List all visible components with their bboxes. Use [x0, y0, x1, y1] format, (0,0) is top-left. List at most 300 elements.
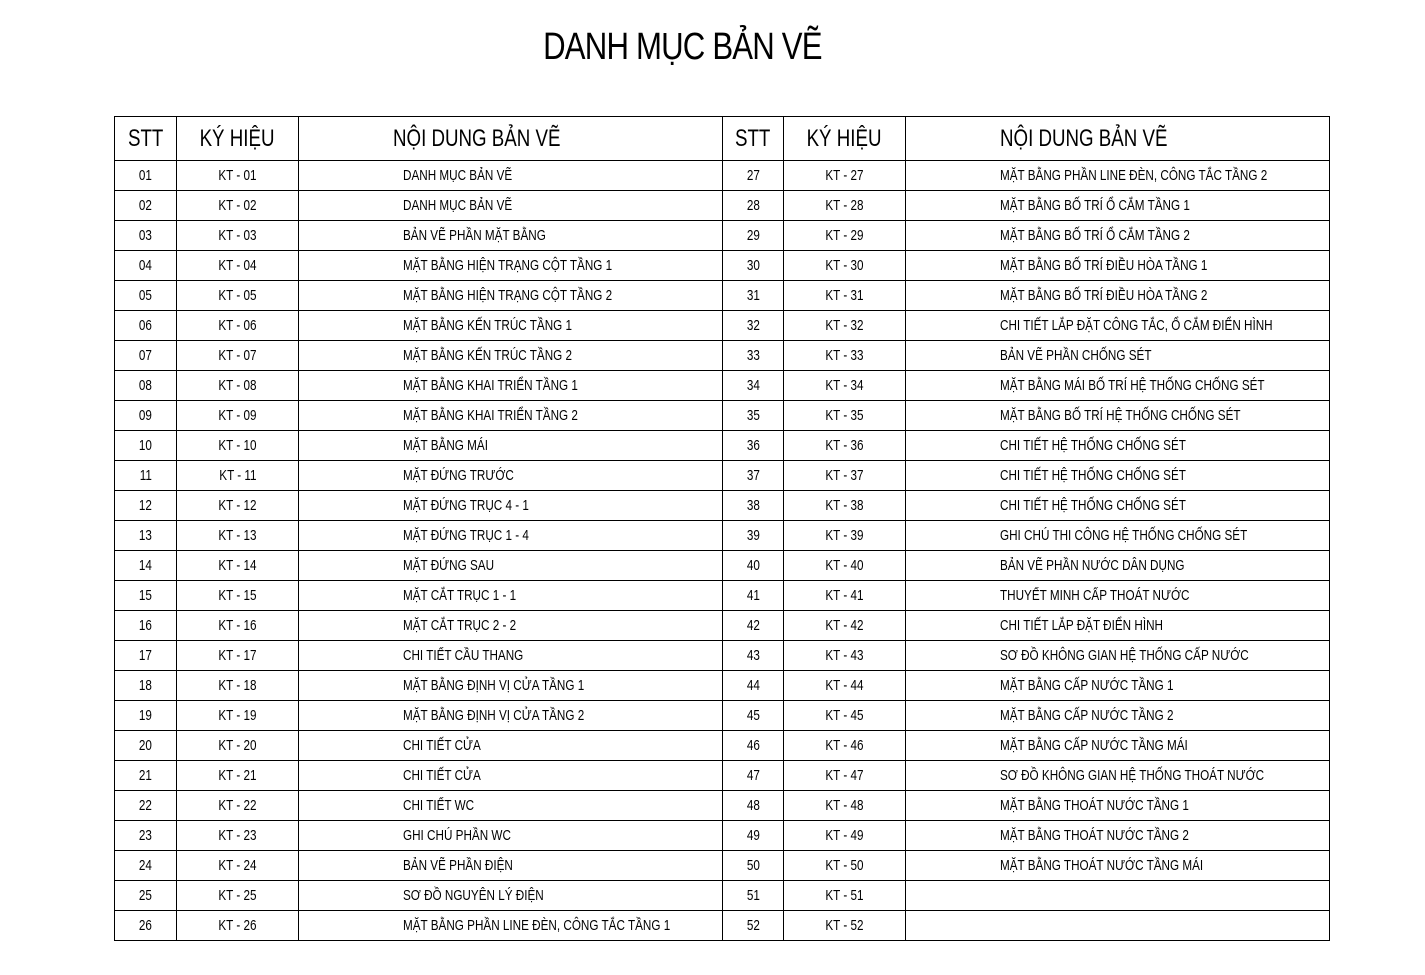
description-cell — [299, 731, 723, 761]
table-row — [115, 761, 1330, 791]
code-cell-text: KT - 28 — [825, 197, 864, 214]
description-cell — [299, 491, 723, 521]
stt-cell — [723, 731, 784, 761]
code-cell-text: KT - 14 — [218, 557, 257, 574]
code-cell — [784, 641, 906, 671]
table-row — [115, 731, 1330, 761]
code-cell — [177, 581, 299, 611]
code-cell — [784, 311, 906, 341]
code-cell-text: KT - 19 — [218, 707, 257, 724]
description-cell — [906, 611, 1330, 641]
description-cell — [906, 671, 1330, 701]
code-cell-text: KT - 50 — [825, 857, 864, 874]
stt-cell-text: 51 — [746, 887, 760, 904]
description-cell — [299, 821, 723, 851]
code-cell-text: KT - 38 — [825, 497, 864, 514]
description-cell — [299, 521, 723, 551]
stt-cell-text: 22 — [138, 797, 153, 814]
stt-cell-text: 46 — [746, 737, 760, 754]
description-cell — [906, 911, 1330, 941]
description-cell — [906, 431, 1330, 461]
code-cell-text: KT - 47 — [825, 767, 864, 784]
code-cell-text: KT - 42 — [825, 617, 864, 634]
stt-cell-text: 43 — [746, 647, 760, 664]
stt-cell — [115, 701, 177, 731]
stt-cell — [115, 761, 177, 791]
stt-cell — [723, 251, 784, 281]
code-cell — [784, 221, 906, 251]
stt-cell — [115, 281, 177, 311]
description-cell — [906, 731, 1330, 761]
stt-cell — [115, 521, 177, 551]
description-cell — [906, 221, 1330, 251]
code-cell-text: KT - 05 — [218, 287, 257, 304]
description-cell-text: MẶT BẰNG ĐỊNH VỊ CỬA TẦNG 2 — [403, 707, 585, 724]
stt-cell-text: 38 — [746, 497, 760, 514]
stt-cell — [723, 881, 784, 911]
stt-cell-text: 15 — [138, 587, 153, 604]
code-cell — [784, 791, 906, 821]
code-cell — [784, 401, 906, 431]
stt-cell-text: 32 — [746, 317, 760, 334]
stt-cell — [115, 731, 177, 761]
stt-cell — [723, 821, 784, 851]
stt-cell — [723, 611, 784, 641]
code-cell — [177, 521, 299, 551]
description-cell-text: CHI TIẾT HỆ THỐNG CHỐNG SÉT — [1000, 497, 1186, 514]
code-cell-text: KT - 32 — [825, 317, 864, 334]
description-cell-text: DANH MỤC BẢN VẼ — [403, 197, 513, 214]
stt-cell-text: 08 — [138, 377, 153, 394]
code-cell — [784, 551, 906, 581]
stt-cell-text: 36 — [746, 437, 760, 454]
code-cell — [784, 491, 906, 521]
description-cell — [299, 671, 723, 701]
stt-cell-text: 37 — [746, 467, 760, 484]
description-cell-text: SƠ ĐỒ NGUYÊN LÝ ĐIỆN — [403, 887, 544, 904]
stt-cell-text: 30 — [746, 257, 760, 274]
stt-cell-text: 10 — [138, 437, 153, 454]
stt-cell-text: 27 — [746, 167, 760, 184]
description-cell — [906, 521, 1330, 551]
code-cell-text: KT - 23 — [218, 827, 257, 844]
stt-cell — [115, 251, 177, 281]
stt-cell — [723, 551, 784, 581]
stt-cell — [723, 761, 784, 791]
code-cell — [784, 761, 906, 791]
stt-cell — [115, 491, 177, 521]
stt-cell-text: 14 — [138, 557, 153, 574]
code-cell-text: KT - 16 — [218, 617, 257, 634]
code-cell — [177, 431, 299, 461]
description-cell-text: MẶT ĐỨNG TRỤC 4 - 1 — [403, 497, 529, 514]
code-cell-text: KT - 30 — [825, 257, 864, 274]
stt-cell-text: 11 — [139, 467, 152, 484]
stt-cell — [115, 611, 177, 641]
description-cell — [299, 551, 723, 581]
description-cell — [906, 791, 1330, 821]
description-cell-text: MẶT BẰNG CẤP NƯỚC TẦNG MÁI — [1000, 737, 1188, 754]
stt-cell — [723, 491, 784, 521]
stt-cell — [115, 191, 177, 221]
code-cell — [177, 281, 299, 311]
stt-cell — [115, 821, 177, 851]
code-cell — [177, 371, 299, 401]
stt-cell-text: 48 — [746, 797, 760, 814]
code-cell — [784, 821, 906, 851]
table-body — [115, 161, 1330, 941]
code-cell-text: KT - 09 — [218, 407, 257, 424]
stt-cell — [115, 911, 177, 941]
description-cell — [906, 551, 1330, 581]
stt-cell-text: 20 — [138, 737, 153, 754]
code-cell — [177, 701, 299, 731]
code-cell-text: KT - 27 — [825, 167, 864, 184]
code-cell — [177, 191, 299, 221]
description-cell — [906, 821, 1330, 851]
description-cell — [299, 431, 723, 461]
code-cell — [784, 371, 906, 401]
stt-cell-text: 41 — [746, 587, 760, 604]
description-cell — [299, 401, 723, 431]
stt-cell — [723, 851, 784, 881]
description-cell — [906, 341, 1330, 371]
code-cell — [784, 431, 906, 461]
description-cell — [906, 581, 1330, 611]
description-cell-text: CHI TIẾT CỬA — [403, 767, 481, 784]
description-cell — [906, 761, 1330, 791]
table-row — [115, 281, 1330, 311]
code-cell — [177, 761, 299, 791]
code-cell — [177, 551, 299, 581]
description-cell-text: CHI TIẾT LẮP ĐẶT ĐIỂN HÌNH — [1000, 617, 1163, 634]
header-ky-hieu-left: KÝ HIỆU — [177, 117, 299, 161]
code-cell-text: KT - 25 — [218, 887, 257, 904]
description-cell — [906, 251, 1330, 281]
code-cell — [784, 341, 906, 371]
description-cell — [906, 881, 1330, 911]
table-row — [115, 311, 1330, 341]
stt-cell — [115, 461, 177, 491]
header-ky-hieu-right: KÝ HIỆU — [784, 117, 906, 161]
code-cell-text: KT - 51 — [825, 887, 864, 904]
description-cell-text: GHI CHÚ THI CÔNG HỆ THỐNG CHỐNG SÉT — [1000, 527, 1248, 544]
stt-cell-text: 13 — [138, 527, 153, 544]
description-cell-text: BẢN VẼ PHẦN ĐIỆN — [403, 857, 513, 874]
description-cell — [299, 911, 723, 941]
description-cell-text: MẶT BẰNG KẾN TRÚC TẦNG 2 — [403, 347, 573, 364]
stt-cell-text: 09 — [138, 407, 153, 424]
stt-cell — [723, 671, 784, 701]
header-noi-dung-right: NỘI DUNG BẢN VẼ — [906, 117, 1330, 161]
description-cell-text: MẶT BẰNG THOÁT NƯỚC TẦNG 2 — [1000, 827, 1189, 844]
description-cell-text: MẶT BẰNG PHẦN LINE ĐÈN, CÔNG TẮC TẦNG 2 — [1000, 167, 1268, 184]
stt-cell — [723, 371, 784, 401]
stt-cell — [115, 851, 177, 881]
table-row — [115, 821, 1330, 851]
description-cell — [299, 191, 723, 221]
stt-cell-text: 39 — [746, 527, 760, 544]
description-cell-text: BẢN VẼ PHẦN NƯỚC DÂN DỤNG — [1000, 557, 1185, 574]
description-cell-text: MẶT BẰNG BỐ TRÍ Ổ CẮM TẦNG 1 — [1000, 197, 1190, 214]
code-cell-text: KT - 36 — [825, 437, 864, 454]
description-cell-text: MẶT CẮT TRỤC 1 - 1 — [403, 587, 517, 604]
table-row — [115, 371, 1330, 401]
stt-cell — [723, 701, 784, 731]
description-cell-text: MẶT BẰNG ĐỊNH VỊ CỬA TẦNG 1 — [403, 677, 585, 694]
stt-cell-text: 12 — [138, 497, 153, 514]
table-row — [115, 521, 1330, 551]
table-row — [115, 791, 1330, 821]
description-cell — [299, 311, 723, 341]
stt-cell — [115, 311, 177, 341]
table-row — [115, 341, 1330, 371]
description-cell — [299, 461, 723, 491]
description-cell — [299, 881, 723, 911]
table-row — [115, 161, 1330, 191]
description-cell-text: MẶT ĐỨNG TRỤC 1 - 4 — [403, 527, 529, 544]
stt-cell — [723, 311, 784, 341]
code-cell — [784, 251, 906, 281]
code-cell-text: KT - 37 — [825, 467, 864, 484]
description-cell-text: MẶT CẮT TRỤC 2 - 2 — [403, 617, 517, 634]
description-cell-text: CHI TIẾT WC — [403, 797, 475, 814]
code-cell — [177, 821, 299, 851]
description-cell-text: DANH MỤC BẢN VẼ — [403, 167, 513, 184]
description-cell-text: CHI TIẾT CẦU THANG — [403, 647, 524, 664]
code-cell-text: KT - 46 — [825, 737, 864, 754]
code-cell-text: KT - 04 — [218, 257, 257, 274]
code-cell-text: KT - 18 — [218, 677, 257, 694]
code-cell-text: KT - 01 — [218, 167, 257, 184]
stt-cell — [723, 431, 784, 461]
code-cell — [784, 701, 906, 731]
description-cell — [299, 251, 723, 281]
code-cell — [784, 521, 906, 551]
code-cell — [177, 641, 299, 671]
stt-cell-text: 29 — [746, 227, 760, 244]
stt-cell — [723, 281, 784, 311]
table-row — [115, 401, 1330, 431]
stt-cell — [723, 521, 784, 551]
description-cell — [299, 851, 723, 881]
description-cell — [299, 611, 723, 641]
stt-cell — [723, 161, 784, 191]
stt-cell-text: 06 — [138, 317, 153, 334]
stt-cell-text: 31 — [746, 287, 760, 304]
description-cell-text: BẢN VẼ PHẦN MẶT BẰNG — [403, 227, 546, 244]
description-cell-text: MẶT BẰNG KHAI TRIỂN TẦNG 1 — [403, 377, 578, 394]
table-row — [115, 611, 1330, 641]
stt-cell-text: 23 — [138, 827, 153, 844]
table-row — [115, 431, 1330, 461]
description-cell-text: MẶT BẰNG BỐ TRÍ Ổ CẮM TẦNG 2 — [1000, 227, 1190, 244]
description-cell-text: MẶT BẰNG THOÁT NƯỚC TẦNG MÁI — [1000, 857, 1204, 874]
code-cell-text: KT - 12 — [218, 497, 257, 514]
code-cell — [177, 851, 299, 881]
code-cell-text: KT - 45 — [825, 707, 864, 724]
code-cell-text: KT - 39 — [825, 527, 864, 544]
header-noi-dung-left: NỘI DUNG BẢN VẼ — [299, 117, 723, 161]
code-cell-text: KT - 33 — [825, 347, 864, 364]
code-cell — [177, 401, 299, 431]
stt-cell — [115, 341, 177, 371]
table-row — [115, 671, 1330, 701]
code-cell-text: KT - 10 — [218, 437, 257, 454]
code-cell-text: KT - 43 — [825, 647, 864, 664]
table-row — [115, 461, 1330, 491]
stt-cell-text: 34 — [746, 377, 760, 394]
code-cell-text: KT - 34 — [825, 377, 864, 394]
description-cell — [906, 371, 1330, 401]
stt-cell-text: 01 — [138, 167, 153, 184]
stt-cell-text: 49 — [746, 827, 760, 844]
description-cell-text: MẶT BẰNG BỐ TRÍ ĐIỀU HÒA TẦNG 2 — [1000, 287, 1208, 304]
code-cell — [177, 221, 299, 251]
description-cell — [906, 701, 1330, 731]
code-cell-text: KT - 44 — [825, 677, 864, 694]
code-cell-text: KT - 52 — [825, 917, 864, 934]
stt-cell — [723, 791, 784, 821]
stt-cell — [115, 161, 177, 191]
code-cell — [177, 791, 299, 821]
table-row — [115, 881, 1330, 911]
stt-cell-text: 07 — [138, 347, 153, 364]
code-cell — [784, 461, 906, 491]
stt-cell-text: 28 — [746, 197, 760, 214]
stt-cell-text: 25 — [138, 887, 153, 904]
description-cell — [299, 791, 723, 821]
stt-cell — [723, 191, 784, 221]
code-cell-text: KT - 07 — [218, 347, 257, 364]
code-cell-text: KT - 35 — [825, 407, 864, 424]
description-cell-text: MẶT ĐỨNG TRƯỚC — [403, 467, 514, 484]
code-cell-text: KT - 40 — [825, 557, 864, 574]
description-cell — [299, 581, 723, 611]
description-cell — [906, 311, 1330, 341]
stt-cell-text: 42 — [746, 617, 760, 634]
description-cell — [906, 161, 1330, 191]
code-cell-text: KT - 22 — [218, 797, 257, 814]
description-cell — [906, 851, 1330, 881]
code-cell — [177, 911, 299, 941]
description-cell-text: MẶT BẰNG BỐ TRÍ HỆ THỐNG CHỐNG SÉT — [1000, 407, 1241, 424]
description-cell-text: CHI TIẾT HỆ THỐNG CHỐNG SÉT — [1000, 467, 1186, 484]
description-cell — [299, 371, 723, 401]
table-row — [115, 701, 1330, 731]
description-cell-text: MẶT BẰNG HIỆN TRẠNG CỘT TẦNG 1 — [403, 257, 613, 274]
code-cell — [784, 281, 906, 311]
table-row — [115, 491, 1330, 521]
code-cell — [177, 461, 299, 491]
stt-cell — [723, 911, 784, 941]
table-row — [115, 851, 1330, 881]
stt-cell-text: 03 — [138, 227, 153, 244]
stt-cell — [115, 641, 177, 671]
header-stt-right: STT — [723, 117, 784, 161]
description-cell — [906, 401, 1330, 431]
table-row — [115, 191, 1330, 221]
stt-cell-text: 24 — [138, 857, 153, 874]
stt-cell-text: 40 — [746, 557, 760, 574]
code-cell-text: KT - 20 — [218, 737, 257, 754]
description-cell — [906, 491, 1330, 521]
description-cell-text: BẢN VẼ PHẦN CHỐNG SÉT — [1000, 347, 1152, 364]
drawing-index-table — [114, 116, 1330, 941]
description-cell — [299, 641, 723, 671]
description-cell — [299, 221, 723, 251]
code-cell-text: KT - 02 — [218, 197, 257, 214]
stt-cell-text: 21 — [138, 767, 153, 784]
stt-cell — [115, 791, 177, 821]
description-cell — [906, 191, 1330, 221]
code-cell — [784, 191, 906, 221]
code-cell-text: KT - 13 — [218, 527, 257, 544]
description-cell-text: MẶT BẰNG MÁI — [403, 437, 488, 454]
description-cell-text: GHI CHÚ PHẦN WC — [403, 827, 511, 844]
description-cell — [906, 461, 1330, 491]
code-cell — [177, 881, 299, 911]
description-cell-text: SƠ ĐỒ KHÔNG GIAN HỆ THỐNG THOÁT NƯỚC — [1000, 767, 1265, 784]
code-cell-text: KT - 49 — [825, 827, 864, 844]
table-row — [115, 641, 1330, 671]
table-row — [115, 551, 1330, 581]
code-cell — [177, 611, 299, 641]
table-row — [115, 251, 1330, 281]
stt-cell — [115, 221, 177, 251]
description-cell — [906, 281, 1330, 311]
stt-cell — [723, 221, 784, 251]
code-cell-text: KT - 03 — [218, 227, 257, 244]
description-cell-text: MẶT BẰNG HIỆN TRẠNG CỘT TẦNG 2 — [403, 287, 613, 304]
stt-cell-text: 33 — [746, 347, 760, 364]
table-row — [115, 581, 1330, 611]
description-cell-text: CHI TIẾT CỬA — [403, 737, 481, 754]
code-cell — [784, 611, 906, 641]
description-cell-text: MẶT BẰNG KẾN TRÚC TẦNG 1 — [403, 317, 573, 334]
stt-cell-text: 44 — [746, 677, 760, 694]
code-cell-text: KT - 17 — [218, 647, 257, 664]
stt-cell — [723, 461, 784, 491]
code-cell-text: KT - 24 — [218, 857, 257, 874]
code-cell-text: KT - 11 — [218, 467, 257, 484]
stt-cell-text: 26 — [138, 917, 153, 934]
description-cell-text: MẶT BẰNG CẤP NƯỚC TẦNG 1 — [1000, 677, 1174, 694]
stt-cell — [115, 671, 177, 701]
code-cell — [177, 341, 299, 371]
description-cell — [299, 761, 723, 791]
header-stt-left: STT — [115, 117, 177, 161]
page-title: DANH MỤC BẢN VẼ — [543, 26, 822, 68]
code-cell-text: KT - 08 — [218, 377, 257, 394]
description-cell-text: MẶT BẰNG THOÁT NƯỚC TẦNG 1 — [1000, 797, 1189, 814]
description-cell — [299, 701, 723, 731]
code-cell — [177, 491, 299, 521]
code-cell — [177, 671, 299, 701]
code-cell — [784, 731, 906, 761]
stt-cell — [723, 581, 784, 611]
description-cell-text: CHI TIẾT HỆ THỐNG CHỐNG SÉT — [1000, 437, 1186, 454]
code-cell-text: KT - 21 — [218, 767, 257, 784]
code-cell — [784, 851, 906, 881]
description-cell-text: MẶT BẰNG BỐ TRÍ ĐIỀU HÒA TẦNG 1 — [1000, 257, 1208, 274]
description-cell — [299, 341, 723, 371]
stt-cell — [115, 431, 177, 461]
code-cell — [177, 161, 299, 191]
stt-cell-text: 47 — [746, 767, 760, 784]
stt-cell-text: 45 — [746, 707, 760, 724]
stt-cell-text: 04 — [138, 257, 153, 274]
